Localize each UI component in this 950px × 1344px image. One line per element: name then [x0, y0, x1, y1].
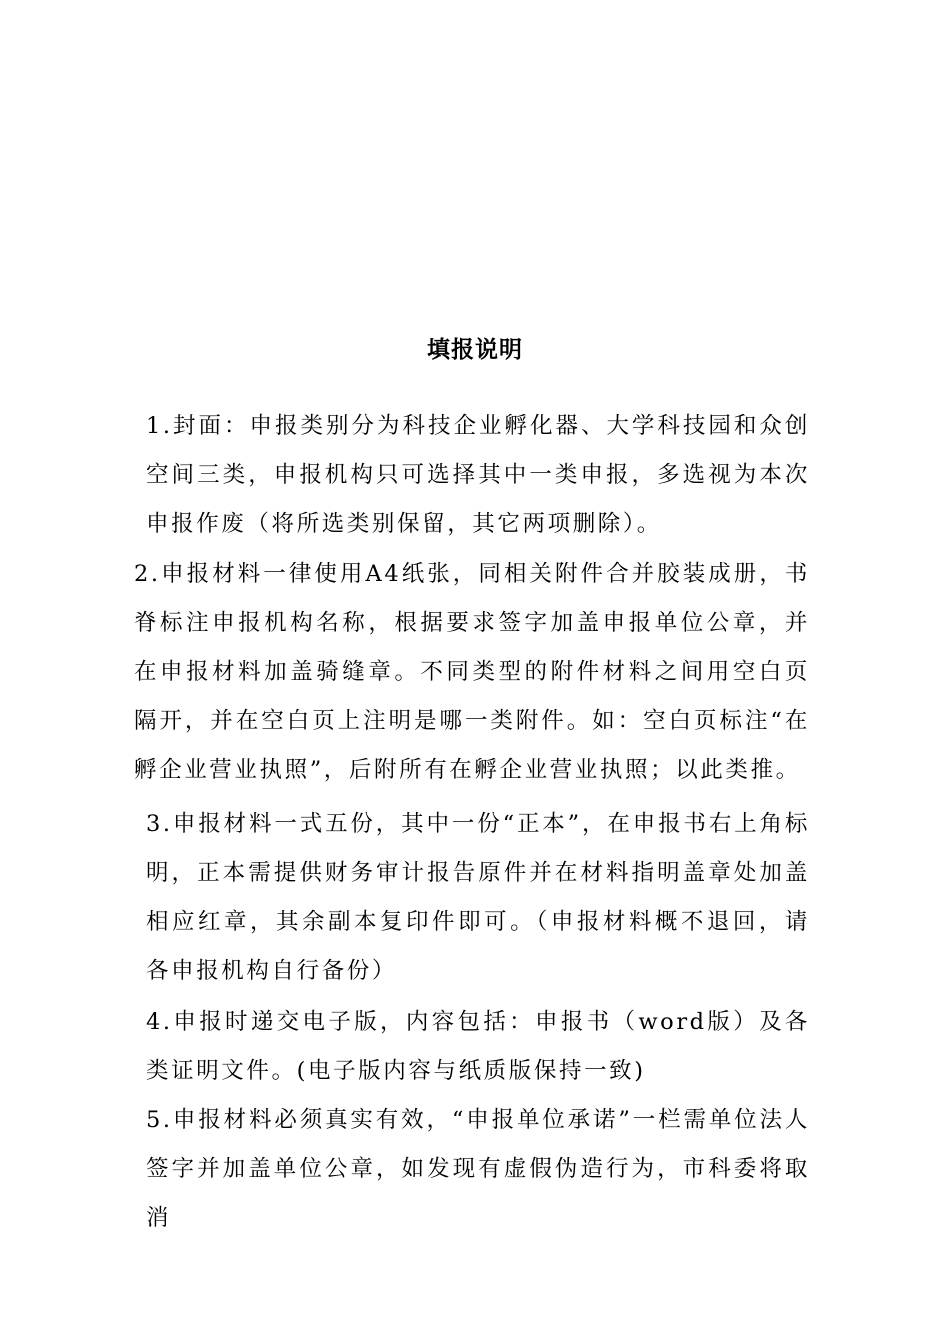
document-title: 填报说明 [427, 337, 523, 363]
instruction-item-5: 5.申报材料必须真实有效，“申报单位承诺”一栏需单位法人签字并加盖单位公章，如发现有虚假伪造行为，市科委将取消 [146, 1107, 810, 1231]
instruction-item-1: 1.封面：申报类别分为科技企业孵化器、大学科技园和众创空间三类，申报机构只可选择其中一类申报，多选视为本次申报作废（将所选类别保留，其它两项删除）。 [146, 413, 810, 537]
instruction-item-4: 4.申报时递交电子版，内容包括：申报书（word版）及各类证明文件。(电子版内容与纸质版保持一致) [146, 1009, 810, 1084]
instruction-item-2: 2.申报材料一律使用A4纸张，同相关附件合并胶装成册，书脊标注申报机构名称，根据要求签字加盖申报单位公章，并在申报材料加盖骑缝章。不同类型的附件材料之间用空白页隔开，并在空白页上注明是哪一类附件。如：空白页标注“在孵企业营业执照”，后附所有在孵企业营业执照；以此类推。 [134, 561, 810, 783]
instruction-item-3: 3.申报材料一式五份，其中一份“正本”，在申报书右上角标明，正本需提供财务审计报告原件并在材料指明盖章处加盖相应红章，其余副本复印件即可。（申报材料概不退回，请各申报机构自行备份） [146, 811, 810, 984]
